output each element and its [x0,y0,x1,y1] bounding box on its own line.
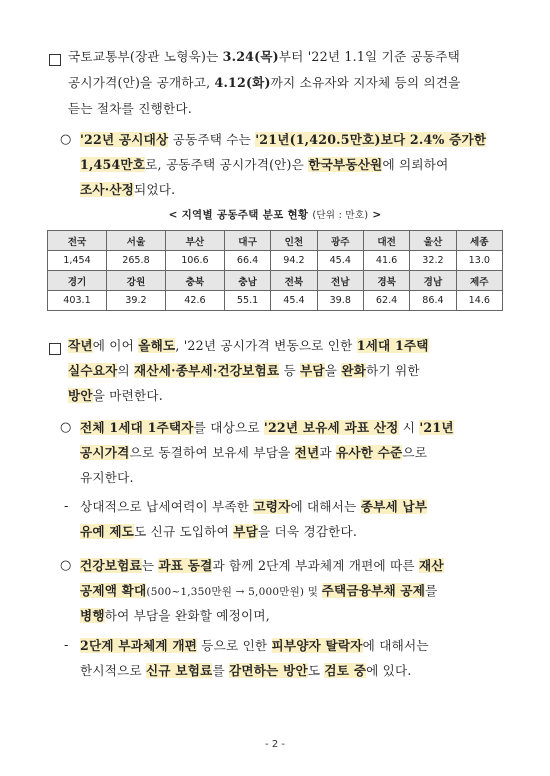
table-header-row [48,271,503,291]
table-cell: 45.4 [317,251,363,271]
circle-bullet-icon: ○ [60,558,72,573]
text: 의 [117,363,135,378]
table-cell: 강원 [106,271,165,291]
highlight-text: 조사·산정 [80,182,135,197]
table-cell: 전국 [48,231,107,251]
table-cell: 106.6 [165,251,224,271]
text: 듣는 절차를 진행한다. [68,101,192,116]
highlight-text: 신규 보험료 [146,663,213,678]
highlight-text: '21년 [419,420,454,435]
table-cell: 경기 [48,271,107,291]
highlight-text: 작년 [68,338,93,353]
highlight-text: 1,454만호 [80,157,146,172]
text: 을 [324,363,342,378]
table-cell: 전북 [271,271,317,291]
highlight-text: 검토 중 [324,663,367,678]
text: 도 신규 도입하여 [134,524,234,539]
highlight-text: 재산세·종부세·건강보험료 [134,363,280,378]
text: 에 대해서는 [362,638,429,653]
highlight-text: 주택금융부채 공제 [321,583,426,598]
highlight-text: 전년 [294,445,320,460]
text: 를 [212,663,230,678]
page-number: - 2 - [265,739,285,750]
highlight-text: 2단계 부과체계 개편 [80,638,198,653]
text: 를 대상으로 [193,420,264,435]
text: 를 [425,583,438,598]
table-cell: 전남 [317,271,363,291]
circle-bullet-icon: ○ [60,132,72,147]
table-title [0,207,550,222]
checkbox-square-icon [49,54,61,66]
table-cell: 경남 [410,271,456,291]
table-cell: 45.4 [271,291,317,311]
checkbox-square-icon [49,343,61,355]
text: 하여 부담을 완화할 예정이며, [104,608,270,623]
dash-bullet-icon: - [64,499,69,514]
table-cell: 서울 [106,231,165,251]
circle-bullet-icon: ○ [60,420,72,435]
text: 에 이어 [92,338,139,353]
text: 을 더욱 경감한다. [257,524,358,539]
text: 시 [398,420,420,435]
text: 로, 공동주택 공시가격(안)은 [145,157,309,172]
table-cell: 14.6 [456,291,502,311]
table-cell: 부산 [165,231,224,251]
region-distribution-table [47,230,503,311]
highlight-text: 유사한 수준 [335,445,403,460]
table-cell: 1,454 [48,251,107,271]
highlight-text: 부담 [300,363,325,378]
text: 공시가격(안)을 공개하고, [68,75,215,90]
text: , '22년 공시가격 변동으로 인한 [175,338,357,353]
text: 을 마련한다. [92,388,163,403]
text: 하기 위한 [366,363,420,378]
text: 한시적으로 [80,663,147,678]
text: 에 의뢰하여 [382,157,449,172]
highlight-text: 실수요자 [68,363,118,378]
table-cell: 13.0 [456,251,502,271]
table-cell: 32.2 [410,251,456,271]
table-cell: 62.4 [363,291,409,311]
table-cell: 94.2 [271,251,317,271]
table-cell: 세종 [456,231,502,251]
table-row [48,251,503,271]
highlight-text: 고령자 [253,499,291,514]
text: 공동주택 수는 [168,132,256,147]
table-cell: 41.6 [363,251,409,271]
highlight-text: 공시가격 [80,445,130,460]
table-cell: 충남 [224,271,270,291]
highlight-text: 병행 [80,608,105,623]
table-header-row [48,231,503,251]
table-title-end: > [368,209,382,221]
table-cell: 대전 [363,231,409,251]
highlight-text: 완화 [341,363,367,378]
highlight-text: 종부세 납부 [360,499,428,514]
text: 과 [319,445,336,460]
text: 으로 [402,445,428,460]
text: (500~1,350만원 → 5,000만원) 및 [146,586,322,598]
table-cell: 66.4 [224,251,270,271]
highlight-text: 유예 제도 [80,524,135,539]
text: 되었다. [134,182,176,197]
text: 도 [307,663,325,678]
table-cell: 265.8 [106,251,165,271]
highlight-text: '21년(1,420.5만호)보다 2.4% 증가한 [255,132,487,147]
table-cell: 39.8 [317,291,363,311]
dash-bullet-icon: - [64,638,69,653]
highlight-text: 과표 동결 [158,558,213,573]
highlight-text: 감면하는 방안 [229,663,308,678]
table-cell: 충북 [165,271,224,291]
table-cell: 대구 [224,231,270,251]
highlight-text: '22년 보유세 과표 산정 [263,420,399,435]
table-cell: 광주 [317,231,363,251]
highlight-text: 피부양자 탈락자 [271,638,363,653]
highlight-text: 부담 [233,524,258,539]
table-cell: 울산 [410,231,456,251]
text: 등 [279,363,301,378]
text: 에 있다. [366,663,412,678]
table-row [48,291,503,311]
highlight-text: 한국부동산원 [308,157,383,172]
text: 으로 동결하여 보유세 부담을 [129,445,295,460]
highlight-text: 방안 [68,388,93,403]
table-cell: 경북 [363,271,409,291]
highlight-text: 공제액 확대 [80,583,147,598]
text: 과 함께 2단계 부과체계 개편에 따른 [212,558,420,573]
text: 까지 소유자와 지자체 등의 의견을 [270,75,461,90]
highlight-text: 1세대 1주택 [356,338,429,353]
date-text: 3.24(목) [222,49,279,64]
table-unit: (단위 : 만호) [312,210,369,221]
highlight-text: 건강보험료 [80,558,142,573]
highlight-text: '22년 공시대상 [80,132,169,147]
highlight-text: 전체 1세대 1주택자 [80,420,194,435]
table-title-text: < 지역별 공동주택 분포 현황 [168,209,313,221]
table-cell: 403.1 [48,291,107,311]
text: 국토교통부(장관 노형욱)는 [68,49,223,64]
table-cell: 인천 [271,231,317,251]
text: 등으로 인한 [197,638,272,653]
text: 상대적으로 납세여력이 부족한 [80,499,254,514]
text: 에 대해서는 [290,499,361,514]
table-cell: 42.6 [165,291,224,311]
table-cell: 제주 [456,271,502,291]
highlight-text: 재산 [419,558,444,573]
table-cell: 55.1 [224,291,270,311]
table-cell: 86.4 [410,291,456,311]
table-cell: 39.2 [106,291,165,311]
text: 는 [141,558,159,573]
date-text: 4.12(화) [214,75,271,90]
text: 부터 '22년 1.1일 기준 공동주택 [278,49,460,64]
highlight-text: 올해도 [138,338,176,353]
text: 유지한다. [80,470,134,485]
